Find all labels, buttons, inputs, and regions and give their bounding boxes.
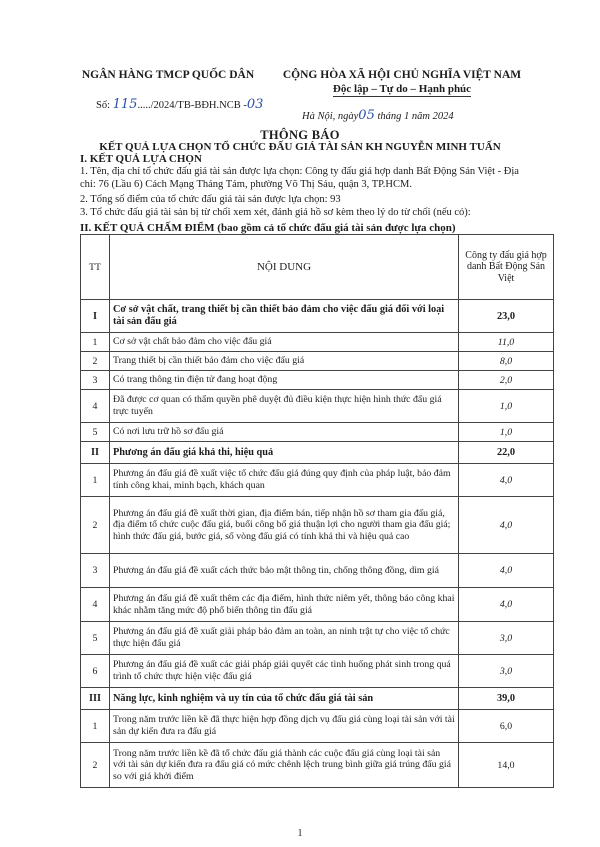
row-content-text: Phương án đấu giá đề xuất cách thức bảo mật thông tin, chống thông đồng, dìm giá — [113, 564, 439, 576]
header-score: Công ty đấu giá hợp danh Bất Động Sản Việt — [459, 235, 554, 300]
row-tt: 4 — [81, 390, 110, 423]
header-tt: TT — [81, 235, 110, 300]
row-content-text: Phương án đấu giá đề xuất thêm các địa điểm, hình thức niêm yết, thông báo công khai khác nhằm tăng mức độ phổ biến thông tin đấu giá — [113, 592, 455, 616]
row-content — [110, 497, 459, 554]
row-tt: 5 — [81, 622, 110, 655]
page-subtitle: KẾT QUẢ LỰA CHỌN TỔ CHỨC ĐẤU GIÁ TÀI SẢN KH NGUYỄN MINH TUẤN — [99, 141, 501, 153]
row-content-text: Đã được cơ quan có thẩm quyền phê duyệt đủ điều kiện thực hiện hình thức đấu giá trực tuyến — [113, 394, 442, 417]
row-content — [110, 710, 459, 743]
row-tt: 2 — [81, 497, 110, 554]
table-header-row — [81, 235, 554, 300]
national-header — [282, 69, 522, 95]
table-row — [81, 442, 554, 464]
row-tt: 3 — [81, 554, 110, 588]
national-motto: Độc lập – Tự do – Hạnh phúc — [332, 83, 472, 95]
section-1-paragraph-1: 1. Tên, địa chỉ tổ chức đấu giá tài sản được lựa chọn: Công ty đấu giá hợp danh Bất Động Sản Việt - Địa chỉ: 76 (Lầu 6) Cách Mạng Tháng Tám, phường Võ Thị Sáu, quận 3, TP.HCM. — [80, 166, 519, 190]
score-table — [80, 234, 554, 788]
header-content: NỘI DUNG — [110, 235, 459, 300]
row-content — [110, 743, 459, 788]
row-tt: II — [81, 442, 110, 464]
row-tt: I — [81, 300, 110, 333]
row-tt: 2 — [81, 352, 110, 371]
country-name: CỘNG HÒA XÃ HỘI CHỦ NGHĨA VIỆT NAM — [282, 69, 522, 81]
section-1-paragraph-2: 2. Tổng số điểm của tổ chức đấu giá tài sản được lựa chọn: 93 — [80, 194, 341, 205]
table-row — [81, 423, 554, 442]
row-content-text: Cơ sở vật chất, trang thiết bị cần thiết bảo đảm cho việc đấu giá đối với loại tài sản đấu giá — [113, 304, 445, 327]
table-row — [81, 464, 554, 497]
row-content — [110, 588, 459, 622]
section-1-paragraph-3: 3. Tổ chức đấu giá tài sản bị từ chối xem xét, đánh giá hồ sơ kèm theo lý do từ chối (nếu có): — [80, 207, 471, 218]
document-number: Số: 115...../2024/TB-BĐH.NCB -03 — [96, 97, 264, 112]
table-row — [81, 688, 554, 710]
row-tt: 2 — [81, 743, 110, 788]
handwritten-day: 05 — [358, 108, 375, 123]
row-score: 11,0 — [459, 333, 554, 352]
table-row — [81, 352, 554, 371]
row-tt: 5 — [81, 423, 110, 442]
table-row — [81, 710, 554, 743]
row-content-text: Phương án đấu giá đề xuất thời gian, địa điểm bán, tiếp nhận hồ sơ tham gia đấu giá, địa điểm tổ chức cuộc đấu giá, buổi công bố giá thuận lợi cho người tham gia đấu giá; hình thức đấu giá, bước giá, số vòng đấu giá có tính khả thi và hiệu quả cao — [113, 507, 451, 542]
row-content — [110, 300, 459, 333]
table-row — [81, 622, 554, 655]
row-score: 4,0 — [459, 464, 554, 497]
row-tt: 1 — [81, 464, 110, 497]
row-content-text: Cơ sở vật chất bảo đảm cho việc đấu giá — [113, 336, 272, 348]
row-content-text: Trang thiết bị cần thiết bảo đảm cho việc đấu giá — [113, 355, 305, 367]
row-score: 3,0 — [459, 655, 554, 688]
row-score: 14,0 — [459, 743, 554, 788]
row-score: 6,0 — [459, 710, 554, 743]
table-row — [81, 743, 554, 788]
row-content — [110, 442, 459, 464]
row-score: 4,0 — [459, 497, 554, 554]
row-content-text: Trong năm trước liền kề đã thực hiện hợp đồng dịch vụ đấu giá cùng loại tài sản với tài sản dự kiến đưa ra đấu giá — [113, 714, 455, 737]
row-content — [110, 371, 459, 390]
row-content — [110, 352, 459, 371]
document-date: Hà Nội, ngày05 tháng 1 năm 2024 — [302, 108, 454, 123]
table-body — [81, 300, 554, 788]
row-content-text: Trong năm trước liền kề đã tổ chức đấu giá thành các cuộc đấu giá cùng loại tài sản với tài sản dự kiến đưa ra đấu giá có mức chênh lệch trung bình giữa giá trúng đấu giá so với giá khởi điểm — [113, 747, 451, 782]
table-row — [81, 371, 554, 390]
table-row — [81, 655, 554, 688]
row-score: 1,0 — [459, 423, 554, 442]
row-content-text: Có trang thông tin điện tử đang hoạt động — [113, 374, 278, 386]
page-title: THÔNG BÁO — [260, 128, 340, 142]
row-content-text: Phương án đấu giá đề xuất việc tổ chức đấu giá đúng quy định của pháp luật, bảo đảm tính công khai, minh bạch, khách quan — [113, 468, 451, 491]
row-tt: 1 — [81, 710, 110, 743]
row-content-text: Có nơi lưu trữ hồ sơ đấu giá — [113, 426, 224, 438]
row-tt: 1 — [81, 333, 110, 352]
table-row — [81, 333, 554, 352]
table-row — [81, 588, 554, 622]
row-content — [110, 464, 459, 497]
row-tt: 4 — [81, 588, 110, 622]
row-tt: 6 — [81, 655, 110, 688]
handwritten-number: 115 — [112, 97, 138, 112]
section-1-heading: I. KẾT QUẢ LỰA CHỌN — [80, 153, 202, 165]
row-content-text: Năng lực, kinh nghiệm và uy tín của tổ chức đấu giá tài sản — [113, 692, 374, 704]
row-tt: III — [81, 688, 110, 710]
row-score: 23,0 — [459, 300, 554, 333]
row-content — [110, 390, 459, 423]
row-content — [110, 423, 459, 442]
table-row — [81, 554, 554, 588]
row-tt: 3 — [81, 371, 110, 390]
row-content — [110, 622, 459, 655]
page-number: 1 — [297, 828, 303, 839]
row-content — [110, 333, 459, 352]
row-content-text: Phương án đấu giá đề xuất các giải pháp giải quyết các tình huống phát sinh trong quá trình tổ chức thực hiện việc đấu giá — [113, 659, 451, 682]
row-score: 22,0 — [459, 442, 554, 464]
table-row — [81, 300, 554, 333]
handwritten-suffix: 03 — [246, 97, 264, 112]
row-score: 39,0 — [459, 688, 554, 710]
bank-name: NGÂN HÀNG TMCP QUỐC DÂN — [81, 69, 255, 81]
row-content — [110, 655, 459, 688]
row-score: 1,0 — [459, 390, 554, 423]
section-2-heading: II. KẾT QUẢ CHẤM ĐIỂM (bao gồm cả tổ chức đấu giá tài sản được lựa chọn) — [80, 222, 456, 234]
row-score: 3,0 — [459, 622, 554, 655]
row-score: 4,0 — [459, 554, 554, 588]
row-content-text: Phương án đấu giá khả thi, hiệu quả — [113, 446, 274, 458]
row-content-text: Phương án đấu giá đề xuất giải pháp bảo đảm an toàn, an ninh trật tự cho việc tổ chức thực hiện đấu giá — [113, 626, 450, 649]
row-content — [110, 688, 459, 710]
row-content — [110, 554, 459, 588]
table-row — [81, 497, 554, 554]
row-score: 8,0 — [459, 352, 554, 371]
row-score: 4,0 — [459, 588, 554, 622]
table-row — [81, 390, 554, 423]
row-score: 2,0 — [459, 371, 554, 390]
